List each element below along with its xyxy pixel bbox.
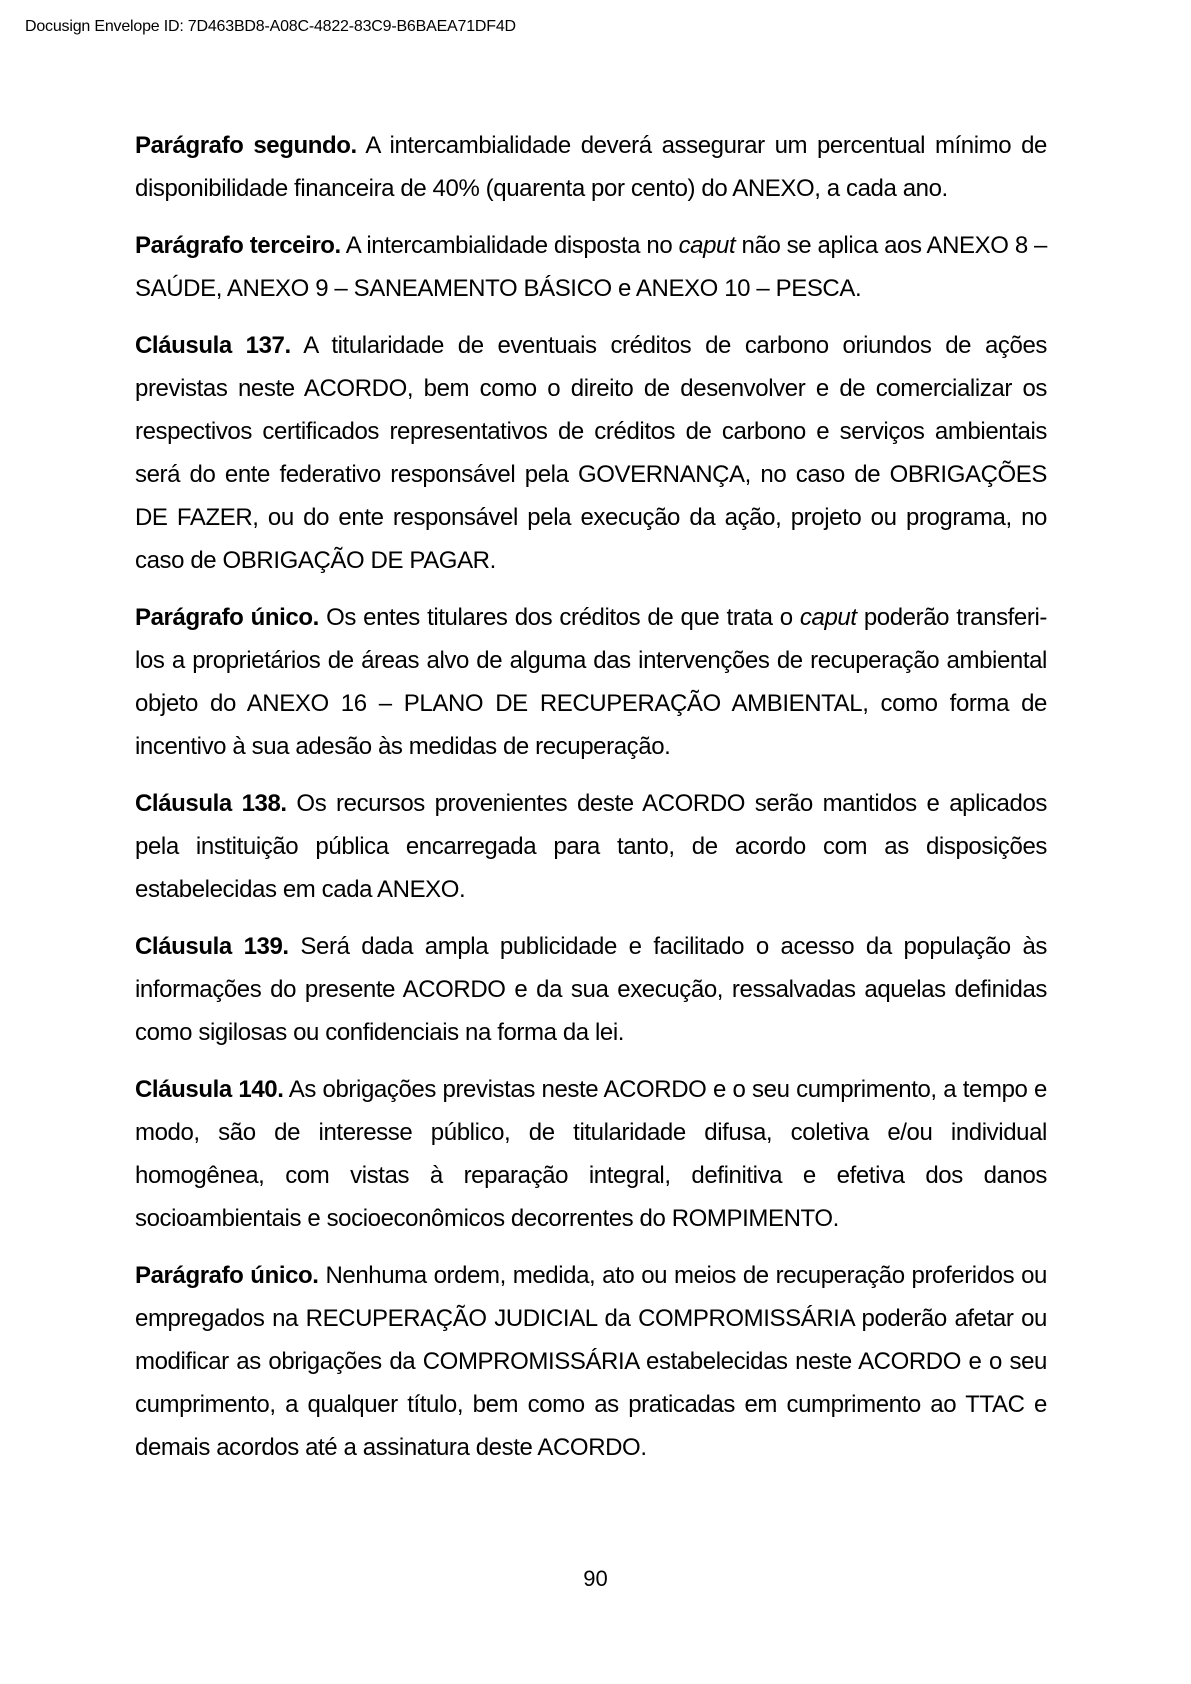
- text-run: Cláusula 140.: [135, 1076, 284, 1103]
- paragraph: [135, 925, 1047, 1054]
- paragraph: [135, 1254, 1047, 1469]
- text-run: Será dada ampla publicidade e facilitado o acesso da população às informações do presente ACORDO e da sua execução, ressalvadas aquelas definidas como sigilosas ou confidenciais na forma da lei.: [135, 933, 1047, 1046]
- text-run: As obrigações previstas neste ACORDO e o seu cumprimento, a tempo e modo, são de interesse público, de titularidade difusa, coletiva e/ou individual homogênea, com vistas à reparação integral, definitiva e efetiva dos danos socioambientais e socioeconômicos decorrentes do ROMPIMENTO.: [135, 1076, 1047, 1232]
- text-run: A intercambialidade deverá assegurar um percentual mínimo de disponibilidade financeira de 40% (quarenta por cento) do ANEXO, a cada ano.: [135, 132, 1047, 202]
- text-run: Cláusula 139.: [135, 933, 289, 960]
- paragraph: [135, 124, 1047, 210]
- paragraph: [135, 782, 1047, 911]
- text-run: caput: [799, 604, 857, 631]
- text-run: caput: [678, 232, 736, 259]
- text-run: Cláusula 138.: [135, 790, 287, 817]
- text-run: Parágrafo segundo.: [135, 132, 357, 159]
- text-run: Parágrafo único.: [135, 604, 319, 631]
- text-run: Parágrafo terceiro.: [135, 232, 341, 259]
- text-run: não se aplica aos ANEXO 8 – SAÚDE, ANEXO 9 – SANEAMENTO BÁSICO e ANEXO 10 – PESCA.: [135, 232, 1047, 302]
- text-run: Os recursos provenientes deste ACORDO serão mantidos e aplicados pela instituição pública encarregada para tanto, de acordo com as disposições estabelecidas em cada ANEXO.: [135, 790, 1047, 903]
- text-run: A titularidade de eventuais créditos de carbono oriundos de ações previstas neste ACORDO, bem como o direito de desenvolver e de comercializar os respectivos certificados representativos de créditos de carbono e serviços ambientais será do ente federativo responsável pela GOVERNANÇA, no caso de OBRIGAÇÕES DE FAZER, ou do ente responsável pela execução da ação, projeto ou programa, no caso de OBRIGAÇÃO DE PAGAR.: [135, 332, 1047, 574]
- text-run: Os entes titulares dos créditos de que trata o: [318, 604, 800, 631]
- paragraph: [135, 324, 1047, 582]
- page-number: 90: [583, 1566, 608, 1591]
- paragraph: [135, 596, 1047, 768]
- text-run: poderão transferi-los a proprietários de áreas alvo de alguma das intervenções de recuperação ambiental objeto do ANEXO 16 – PLANO DE RECUPERAÇÃO AMBIENTAL, como forma de incentivo à sua adesão às medidas de recuperação.: [135, 604, 1047, 760]
- document-body: [135, 124, 1047, 1483]
- docusign-envelope-id: Docusign Envelope ID: 7D463BD8-A08C-4822-83C9-B6BAEA71DF4D: [25, 18, 516, 35]
- paragraph: [135, 1068, 1047, 1240]
- paragraph: [135, 224, 1047, 310]
- text-run: Parágrafo único.: [135, 1262, 319, 1289]
- text-run: Cláusula 137.: [135, 332, 291, 359]
- text-run: Nenhuma ordem, medida, ato ou meios de recuperação proferidos ou empregados na RECUPERAÇÃO JUDICIAL da COMPROMISSÁRIA poderão afetar ou modificar as obrigações da COMPROMISSÁRIA estabelecidas neste ACORDO e o seu cumprimento, a qualquer título, bem como as praticadas em cumprimento ao TTAC e demais acordos até a assinatura deste ACORDO.: [135, 1262, 1047, 1461]
- text-run: A intercambialidade disposta no: [340, 232, 679, 259]
